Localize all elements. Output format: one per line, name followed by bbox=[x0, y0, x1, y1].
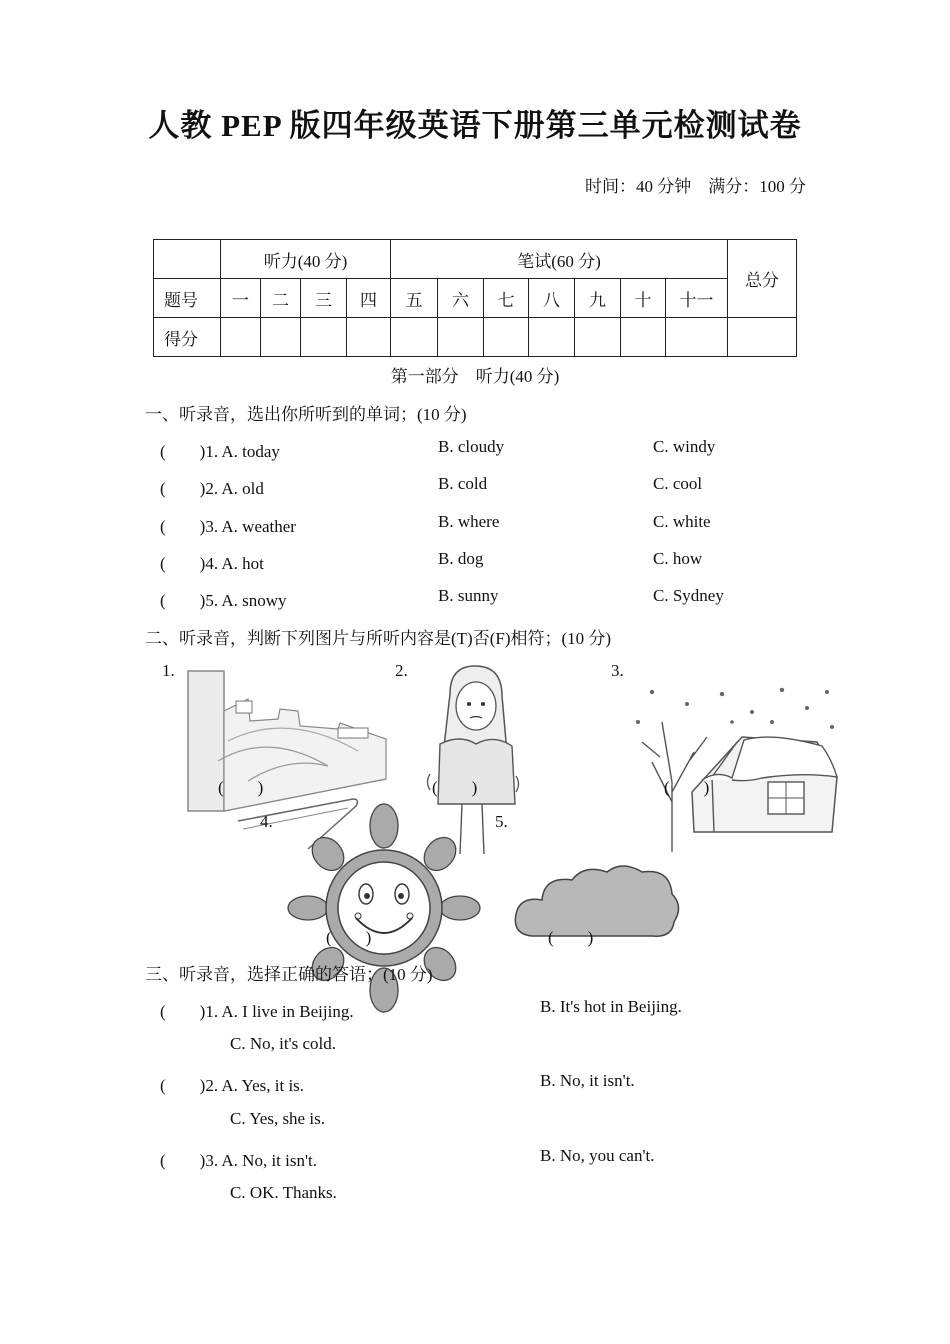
s3-q2-b: B. No, it isn't. bbox=[540, 1071, 635, 1090]
pic-4-answer-blank[interactable]: ( ) bbox=[326, 928, 372, 947]
pic-2-label: 2. bbox=[395, 661, 408, 680]
num-cell: 十一 bbox=[666, 279, 728, 318]
page-title: 人教 PEP 版四年级英语下册第三单元检测试卷 bbox=[148, 108, 802, 143]
s1-q4-b: B. dog bbox=[438, 549, 484, 568]
s1-q5-b: B. sunny bbox=[438, 586, 499, 605]
s1-q4-stem: ( )4. A. hot bbox=[160, 554, 264, 573]
score-cell[interactable] bbox=[438, 318, 484, 357]
pic-1-answer-blank[interactable]: ( ) bbox=[218, 778, 264, 797]
score-cell[interactable] bbox=[728, 318, 797, 357]
row-num-label: 题号 bbox=[154, 279, 221, 318]
s3-q1-b: B. It's hot in Beijing. bbox=[540, 997, 682, 1016]
num-cell: 二 bbox=[261, 279, 301, 318]
score-cell[interactable] bbox=[221, 318, 261, 357]
s3-q3-c: C. OK. Thanks. bbox=[230, 1183, 337, 1202]
num-cell: 一 bbox=[221, 279, 261, 318]
listening-header: 听力(40 分) bbox=[221, 240, 391, 279]
s1-q3-c: C. white bbox=[653, 512, 711, 531]
score-cell[interactable] bbox=[484, 318, 529, 357]
section-3-heading: 三、听录音，选择正确的答语；(10 分) bbox=[145, 965, 433, 984]
writing-header: 笔试(60 分) bbox=[391, 240, 728, 279]
pic-3-label: 3. bbox=[611, 661, 624, 680]
row-score-label: 得分 bbox=[154, 318, 221, 357]
part-one-heading: 第一部分 听力(40 分) bbox=[390, 367, 560, 386]
score-cell[interactable] bbox=[301, 318, 347, 357]
snowy-house-illustration bbox=[632, 682, 840, 854]
score-cell[interactable] bbox=[529, 318, 575, 357]
s1-q3-b: B. where bbox=[438, 512, 500, 531]
num-cell: 四 bbox=[347, 279, 391, 318]
score-cell[interactable] bbox=[621, 318, 666, 357]
s1-q2-c: C. cool bbox=[653, 474, 703, 493]
score-cell[interactable] bbox=[261, 318, 301, 357]
s1-q4-c: C. how bbox=[653, 549, 703, 568]
s1-q3-stem: ( )3. A. weather bbox=[160, 517, 296, 536]
s1-q2-stem: ( )2. A. old bbox=[160, 479, 264, 498]
pic-4-label: 4. bbox=[260, 812, 273, 831]
num-cell: 五 bbox=[391, 279, 438, 318]
s3-q2-c: C. Yes, she is. bbox=[230, 1109, 325, 1128]
num-cell: 九 bbox=[575, 279, 621, 318]
num-cell: 六 bbox=[438, 279, 484, 318]
score-cell[interactable] bbox=[666, 318, 728, 357]
num-cell: 十 bbox=[621, 279, 666, 318]
pic-5-label: 5. bbox=[495, 812, 508, 831]
num-cell: 八 bbox=[529, 279, 575, 318]
s3-q3-stem: ( )3. A. No, it isn't. bbox=[160, 1151, 318, 1170]
score-cell[interactable] bbox=[391, 318, 438, 357]
section-2-heading: 二、听录音，判断下列图片与所听内容是(T)否(F)相符；(10 分) bbox=[145, 629, 612, 648]
score-table bbox=[153, 239, 797, 357]
pic-1-label: 1. bbox=[162, 661, 175, 680]
s1-q1-b: B. cloudy bbox=[438, 437, 505, 456]
s3-q3-b: B. No, you can't. bbox=[540, 1146, 655, 1165]
exam-meta: 时间：40 分钟 满分：100 分 bbox=[585, 177, 806, 196]
score-cell[interactable] bbox=[575, 318, 621, 357]
s1-q5-stem: ( )5. A. snowy bbox=[160, 591, 287, 610]
num-cell: 三 bbox=[301, 279, 347, 318]
cloudy-cloud-illustration bbox=[512, 856, 684, 944]
total-header: 总分 bbox=[728, 240, 797, 318]
pic-5-answer-blank[interactable]: ( ) bbox=[548, 928, 594, 947]
num-cell: 七 bbox=[484, 279, 529, 318]
s1-q1-c: C. windy bbox=[653, 437, 716, 456]
s3-q2-stem: ( )2. A. Yes, it is. bbox=[160, 1076, 305, 1095]
s3-q1-stem: ( )1. A. I live in Beijing. bbox=[160, 1002, 354, 1021]
s3-q1-c: C. No, it's cold. bbox=[230, 1034, 337, 1053]
score-cell[interactable] bbox=[347, 318, 391, 357]
pic-2-answer-blank[interactable]: ( ) bbox=[432, 778, 478, 797]
table-corner bbox=[154, 240, 221, 279]
pic-3-answer-blank[interactable]: ( ) bbox=[664, 778, 710, 797]
s1-q2-b: B. cold bbox=[438, 474, 488, 493]
section-1-heading: 一、听录音，选出你所听到的单词；(10 分) bbox=[145, 405, 467, 424]
s1-q1-stem: ( )1. A. today bbox=[160, 442, 280, 461]
s1-q5-c: C. Sydney bbox=[653, 586, 724, 605]
